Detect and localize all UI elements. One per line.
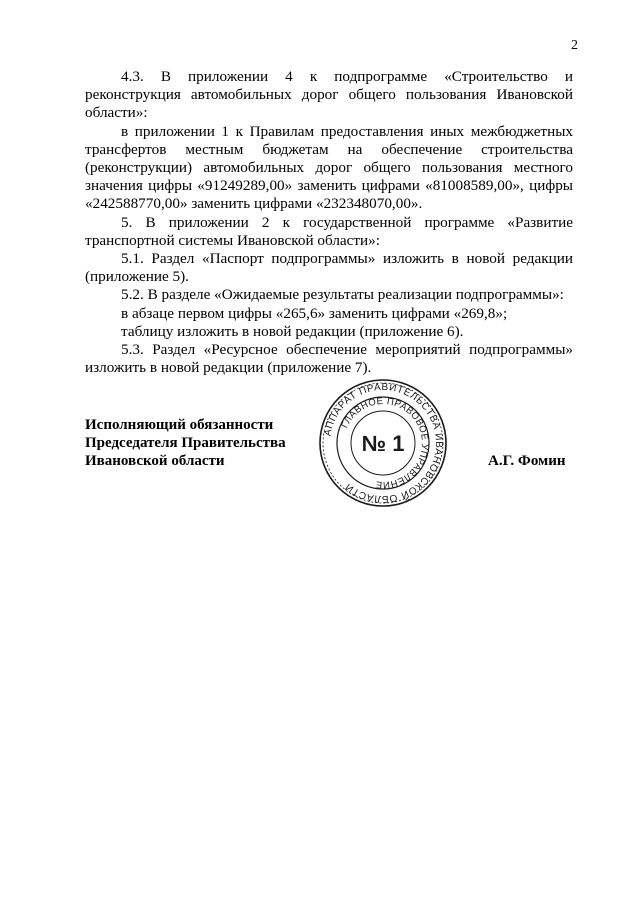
paragraph: 5.2. В разделе «Ожидаемые результаты реализации подпрограммы»: <box>121 286 564 304</box>
paragraph: таблицу изложить в новой редакции (приложение 6). <box>121 322 464 340</box>
signatory-title-line: Председателя Правительства <box>85 435 286 451</box>
paragraph: 5. В приложении 2 к государственной программе «Развитие транспортной системы Ивановской области»: <box>85 213 573 249</box>
official-stamp <box>318 378 448 508</box>
paragraph: в приложении 1 к Правилам предоставления иных межбюджетных трансфертов местным бюджетам на обеспечение строительства (реконструкции) автомобильных дорог общего пользования местного значения цифры «91249289,00» заменить цифрами «81008589,00», цифры «242588770,00» заменить цифрами «232348070,00». <box>85 122 573 213</box>
paragraph: в абзаце первом цифры «265,6» заменить цифрами «269,8»; <box>121 304 508 322</box>
paragraph: 5.1. Раздел «Паспорт подпрограммы» изложить в новой редакции (приложение 5). <box>85 250 573 286</box>
stamp-outer-text: АППАРАТ ПРАВИТЕЛЬСТВА ИВАНОВСКОЙ ОБЛАСТИ <box>322 381 445 505</box>
stamp-number: № 1 <box>361 431 405 456</box>
signatory-title <box>85 416 286 470</box>
signatory-title-line: Ивановской области <box>85 453 225 469</box>
stamp-inner-text: ГЛАВНОЕ ПРАВОВОЕ УПРАВЛЕНИЕ <box>339 395 431 491</box>
signatory-name: А.Г. Фомин <box>488 453 566 469</box>
stamp-seal-icon <box>318 378 448 508</box>
signatory-title-line: Исполняющий обязанности <box>85 417 274 433</box>
paragraph: 5.3. Раздел «Ресурсное обеспечение мероприятий подпрограммы» изложить в новой редакции (приложение 7). <box>85 341 573 377</box>
document-body <box>85 68 573 377</box>
paragraph: 4.3. В приложении 4 к подпрограмме «Строительство и реконструкция автомобильных дорог общего пользования Ивановской области»: <box>85 68 573 122</box>
page-number: 2 <box>571 38 578 53</box>
